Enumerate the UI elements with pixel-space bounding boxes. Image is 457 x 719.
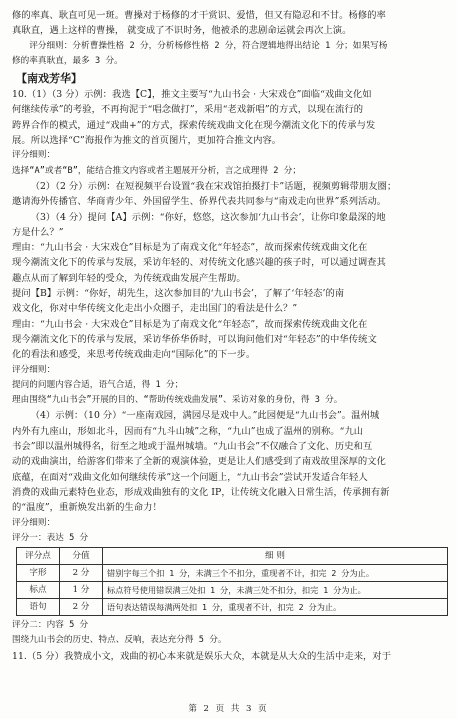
answer-line: （4）示例：（10 分）“一座南戏园，满园尽是戏中人。”此园便是“九山书会”。温州城 xyxy=(30,410,380,422)
answer-line: 何继续传承”的考验，不再拘泥于“唱念做打”，采用“老戏新唱”的方式，以现在流行的 xyxy=(12,104,364,116)
answer-line: （2）（2 分）示例：在短视频平台设置“我在宋戏馆拍摄打卡”话题，视频剪辑带朋友圈； xyxy=(30,180,397,192)
answer-line: 底蕴，在面对“戏曲文化如何继续传承”这一个问题上，“九山书会”尝试开发适合年轻人 xyxy=(12,471,368,483)
answer-line: 跨界合作的模式，通过“戏曲+”的方式，探索传统戏曲文化在现今潮流文化下的传承与发 xyxy=(12,119,376,131)
section-title: 【南戏芳华】 xyxy=(16,72,82,86)
answer-line: （3）（4 分）提问【A】示例：“你好，悠悠，这次参加‘九山书会’，让你印象最深的地 xyxy=(30,211,386,223)
question-10-part-1 xyxy=(12,87,445,179)
cell-score: 1 分 xyxy=(60,582,103,599)
intro-line: 修的率真、耿直可见一斑。曹操对于杨修的才干赏识、爱惜，但又有隐忍和不甘。杨修的率 xyxy=(12,10,386,21)
question-10-part-2 xyxy=(12,179,445,210)
scoring-line: 提问的问题内容合适，语气合适，得 1 分； xyxy=(12,379,184,390)
answer-line: 趣点从而了解到年轻的受众，为传统戏曲发展产生帮助。 xyxy=(12,272,246,284)
answer-line: 内外有九座山，形如北斗，因而有“九斗山城”之称，“九山”也成了温州的别称。“九山 xyxy=(12,425,364,437)
answer-line: 戏文化，你对中华传统文化走出小众圈子，走出国门的看法是什么？” xyxy=(12,303,298,315)
scoring-subtitle: 评分一：表达 5 分 xyxy=(12,532,89,543)
scoring-label: 评分细则： xyxy=(12,364,56,375)
scoring-line: 理由围绕“九山书会”开展的目的、“帮助传统戏曲发展”、采访对象的身份，得 3 分。 xyxy=(12,395,343,406)
table-row xyxy=(17,582,448,599)
answer-line: 理由：“九山书会 · 大宋戏仓”目标是为了南戏文化“年轻态”，故而探索传统戏曲文化在 xyxy=(12,242,368,254)
question-10-part-4 xyxy=(12,408,445,546)
cell-detail: 错别字每三个扣 1 分，未满三个不扣分，重现者不计，扣完 2 分为止。 xyxy=(103,565,448,582)
answer-line: 11.（5 分）我赞成小文，戏曲的初心本来就是娱乐大众，本就是从大众的生活中走来，对于 xyxy=(12,650,392,662)
answer-line: 动的戏曲演出，给游客们带来了全新的观演体验，更是让人们感受到了南戏故里深厚的文化 xyxy=(12,456,386,468)
content-scoring xyxy=(12,618,445,649)
header-score: 分值 xyxy=(60,548,103,565)
answer-line: 现今潮流文化下的传承与发展，采访年轻的、对传统文化感兴趣的孩子时，可以通过调查其 xyxy=(12,257,386,269)
scoring-line: 围绕九山书会的历史、特点、反响，表达充分得 5 分。 xyxy=(12,635,227,646)
cell-point: 标点 xyxy=(17,582,60,599)
answer-line: 现今潮流文化下的传承与发展，采访华侨华侨时，可以询问他们对“年轻态”的中华传统文 xyxy=(12,333,377,345)
question-11 xyxy=(12,649,445,664)
scoring-line: 评分二：内容 5 分 xyxy=(12,620,89,631)
intro-paragraph xyxy=(12,8,445,39)
cell-score: 2 分 xyxy=(60,599,103,616)
page-footer: 第 2 页 共 3 页 xyxy=(188,704,269,714)
table-row xyxy=(17,565,448,582)
rubric-table xyxy=(16,547,448,616)
rubric-header-row xyxy=(17,548,448,565)
cell-detail: 语句表达错误每满两处扣 1 分，重现者不计，扣完 2 分为止。 xyxy=(103,599,448,616)
intro-line: 真耿直，遇上这样的曹操， 就变成了不识时务，他被杀的悲剧命运就会再次上演。 xyxy=(12,25,352,37)
question-10-part-3 xyxy=(12,210,445,409)
answer-line: 消费的戏曲元素特色业态，形成戏曲独有的文化 IP，让传统文化融入日常生活，传承拥有新 xyxy=(12,486,390,498)
answer-line: 邀请海外传播官、华商青少年、外国留学生、侨界代表共同参与“南戏走向世界”系列活动。 xyxy=(12,196,387,208)
scoring-label: 评分细则： xyxy=(12,150,56,161)
answer-line: 的“温度”，重新焕发出新的生命力！ xyxy=(12,502,162,514)
answer-line: 理由：“九山书会 · 大宋戏仓”目标是为了南戏文化“年轻态”，故而探索传统戏曲文化在 xyxy=(12,318,368,330)
header-detail: 细 则 xyxy=(103,548,448,565)
table-row xyxy=(17,599,448,616)
scoring-line: 选择“A”或者“B”，能结合推文内容或者主题展开分析，言之成理得 2 分； xyxy=(12,165,302,176)
answer-line: 书会”即以温州城得名，衍至之地或于温州城墙。“九山书会”不仅融合了文化、历史和互 xyxy=(12,441,373,453)
header-point: 评分点 xyxy=(17,548,60,565)
cell-point: 语句 xyxy=(17,599,60,616)
cell-score: 2 分 xyxy=(60,565,103,582)
cell-point: 字形 xyxy=(17,565,60,582)
scoring-line: 评分细则：分析曹操性格 2 分，分析杨修性格 2 分，符合逻辑地得出结论 1 分；如果写杨 xyxy=(29,40,388,51)
cell-detail: 标点符号使用错误满三处扣 1 分，未满三处不扣分，扣完 1 分为止。 xyxy=(103,582,448,599)
scoring-line: 修的率真耿直，最多 3 分。 xyxy=(12,55,123,66)
intro-scoring xyxy=(12,39,445,70)
scoring-label: 评分细则： xyxy=(12,517,56,528)
answer-line: 方是什么？” xyxy=(12,226,64,238)
answer-line: 展。所以选择“C”海报作为推文的首页图片，更加符合推文内容。 xyxy=(12,135,282,147)
answer-line: 提问【B】示例：“你好，胡先生，这次参加目的‘九山书会’，了解了‘年轻态’的南 xyxy=(12,288,345,300)
answer-line: 10.（1）（3 分）示例：我选【C】，推文主要写“九山书会 · 大宋戏仓”面临“戏曲文化如 xyxy=(12,89,372,101)
answer-line: 化的看法和感受，来思考传统戏曲走向“国际化”的下一步。 xyxy=(12,349,256,361)
